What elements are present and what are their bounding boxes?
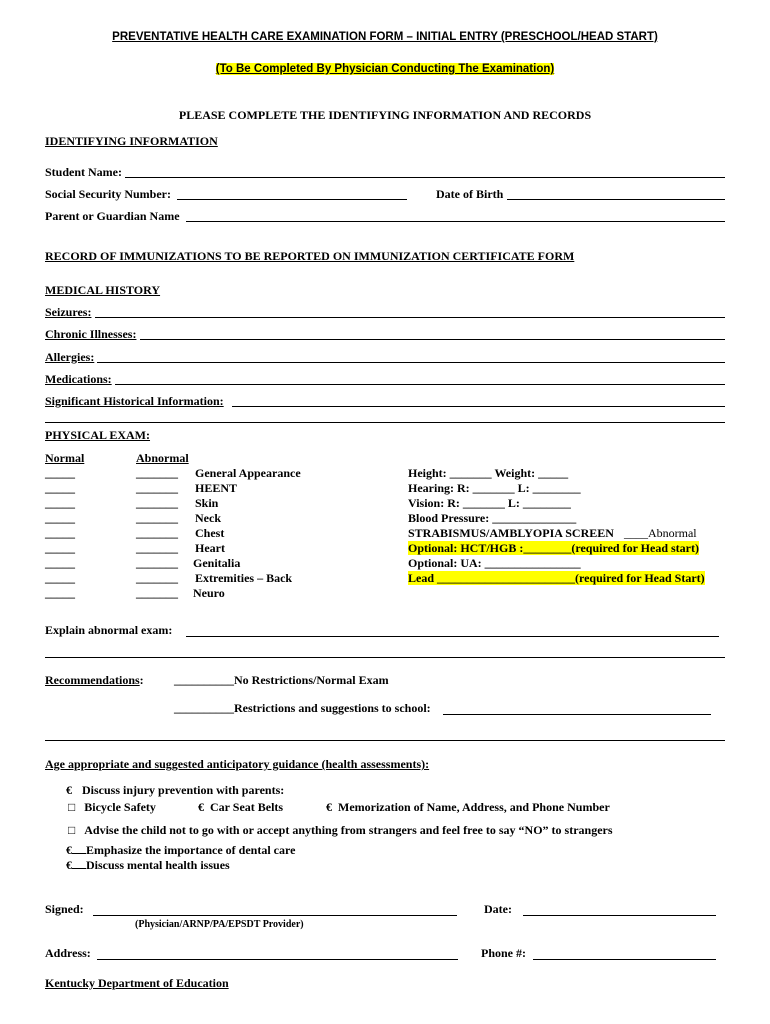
ssn-label: Social Security Number:	[45, 187, 171, 201]
car-seat-item[interactable]	[198, 800, 283, 815]
significant-history-field-2[interactable]	[45, 422, 725, 423]
abnormal-blank-heent[interactable]: _______	[136, 481, 178, 495]
phone-field[interactable]	[533, 959, 716, 960]
height-weight-field[interactable]: Height: _______ Weight: _____	[408, 466, 569, 480]
address-field[interactable]	[97, 959, 458, 960]
immunization-heading: RECORD OF IMMUNIZATIONS TO BE REPORTED ON IMMUNIZATION CERTIFICATE FORM	[45, 249, 575, 263]
explain-abnormal-field-2[interactable]	[45, 657, 725, 658]
normal-blank-skin[interactable]: _____	[45, 496, 75, 510]
strabismus-row	[408, 526, 705, 541]
strabismus-label: STRABISMUS/AMBLYOPIA SCREEN	[408, 526, 614, 540]
bicycle-checkbox[interactable]: □	[68, 800, 76, 814]
dob-field[interactable]	[507, 199, 725, 200]
memorization-euro: €	[326, 800, 332, 814]
ssn-field[interactable]	[177, 199, 407, 200]
abnormal-blank-general[interactable]: _______	[136, 466, 178, 480]
seizures-label: Seizures:	[45, 305, 92, 319]
dental-blank[interactable]	[72, 842, 86, 854]
physical-exam-heading: PHYSICAL EXAM:	[45, 428, 151, 442]
normal-blank-neck[interactable]: _____	[45, 511, 75, 525]
subtitle-highlight: (To Be Completed By Physician Conducting The Examination)	[215, 63, 555, 75]
exam-item-general-appearance: General Appearance	[195, 466, 301, 480]
abnormal-blank-neck[interactable]: _______	[136, 511, 178, 525]
form-title: PREVENTATIVE HEALTH CARE EXAMINATION FORM – INITIAL ENTRY (PRESCHOOL/HEAD START)	[112, 31, 658, 43]
exam-item-chest: Chest	[195, 526, 225, 540]
vitals-column	[408, 466, 705, 586]
injury-prevention-item	[66, 783, 284, 798]
footer-agency: Kentucky Department of Education	[45, 976, 229, 990]
mental-text: Discuss mental health issues	[86, 858, 230, 872]
exam-item-neck: Neck	[195, 511, 221, 525]
hct-hgb-field[interactable]	[408, 541, 705, 556]
exam-item-extremities: Extremities – Back	[195, 571, 293, 585]
medications-label: Medications:	[45, 372, 112, 386]
mental-euro-bullet: €	[66, 858, 72, 872]
form-subtitle	[0, 63, 770, 75]
provider-caption: (Physician/ARNP/PA/EPSDT Provider)	[135, 919, 304, 930]
restrictions-field[interactable]	[443, 714, 711, 715]
normal-blank-chest[interactable]: _____	[45, 526, 75, 540]
hct-hgb-highlight: Optional: HCT/HGB :________(required for Head start)	[408, 541, 699, 555]
explain-abnormal-field[interactable]	[186, 636, 719, 637]
chronic-illnesses-label: Chronic Illnesses:	[45, 327, 137, 341]
blood-pressure-field[interactable]: Blood Pressure: ______________	[408, 511, 577, 525]
normal-checkbox-column	[45, 466, 75, 601]
medications-field[interactable]	[115, 384, 725, 385]
recommendations-text: Recommendations	[45, 673, 140, 687]
memorization-text: Memorization of Name, Address, and Phone Number	[338, 800, 610, 814]
normal-column-label: Normal	[45, 451, 85, 465]
exam-item-heent: HEENT	[195, 481, 238, 495]
significant-history-label: Significant Historical Information:	[45, 394, 224, 408]
mental-health-item	[66, 857, 230, 873]
date-field[interactable]	[523, 915, 716, 916]
vision-field[interactable]: Vision: R: _______ L: ________	[408, 496, 571, 510]
dental-euro-bullet: €	[66, 843, 72, 857]
injury-text: Discuss injury prevention with parents:	[82, 783, 285, 797]
significant-history-field[interactable]	[232, 406, 725, 407]
abnormal-blank-genitalia[interactable]: _______	[136, 556, 178, 570]
dental-care-item	[66, 842, 295, 858]
abnormal-blank-neuro[interactable]: _______	[136, 586, 178, 600]
date-label: Date:	[484, 902, 512, 916]
address-label: Address:	[45, 946, 91, 960]
abnormal-blank-extremities[interactable]: _______	[136, 571, 178, 585]
restrictions-option[interactable]: __________Restrictions and suggestions to school:	[174, 701, 431, 715]
ua-field[interactable]: Optional: UA: ________________	[408, 556, 581, 570]
medical-history-heading: MEDICAL HISTORY	[45, 283, 161, 297]
allergies-label: Allergies:	[45, 350, 95, 364]
student-name-label: Student Name:	[45, 165, 122, 179]
strangers-checkbox[interactable]: □	[68, 823, 76, 837]
normal-blank-genitalia[interactable]: _____	[45, 556, 75, 570]
lead-field[interactable]	[408, 571, 705, 586]
exam-items-column	[195, 466, 301, 601]
bicycle-safety-item[interactable]	[68, 800, 156, 815]
normal-blank-extremities[interactable]: _____	[45, 571, 75, 585]
phone-label: Phone #:	[481, 946, 526, 960]
dob-label: Date of Birth	[436, 187, 504, 201]
strangers-item[interactable]	[68, 823, 613, 838]
recommendations-colon: :	[139, 673, 144, 687]
normal-blank-general[interactable]: _____	[45, 466, 75, 480]
signature-field[interactable]	[93, 915, 457, 916]
abnormal-blank-skin[interactable]: _______	[136, 496, 178, 510]
exam-item-heart: Heart	[195, 541, 225, 555]
injury-euro-bullet: €	[66, 783, 72, 797]
lead-highlight: Lead _______________________(required for Head Start)	[408, 571, 705, 585]
abnormal-blank-heart[interactable]: _______	[136, 541, 178, 555]
parent-label: Parent or Guardian Name	[45, 209, 180, 223]
chronic-illnesses-field[interactable]	[140, 339, 725, 340]
exam-item-neuro: Neuro	[193, 586, 225, 600]
normal-blank-neuro[interactable]: _____	[45, 586, 75, 600]
restrictions-field-2[interactable]	[45, 740, 725, 741]
student-name-field[interactable]	[125, 177, 725, 178]
parent-field[interactable]	[186, 221, 725, 222]
exam-item-skin: Skin	[195, 496, 219, 510]
car-seat-text: Car Seat Belts	[210, 800, 284, 814]
exam-item-genitalia: Genitalia	[193, 556, 241, 570]
recommendations-label	[45, 673, 144, 688]
bicycle-text: Bicycle Safety	[84, 800, 156, 814]
no-restrictions-option[interactable]: __________No Restrictions/Normal Exam	[174, 673, 389, 687]
explain-abnormal-label: Explain abnormal exam:	[45, 623, 173, 637]
signed-label: Signed:	[45, 902, 84, 916]
dental-text: Emphasize the importance of dental care	[86, 843, 296, 857]
guidance-heading: Age appropriate and suggested anticipatory guidance (health assessments):	[45, 757, 430, 771]
memorization-item[interactable]	[326, 800, 610, 815]
normal-blank-heent[interactable]: _____	[45, 481, 75, 495]
abnormal-blank-chest[interactable]: _______	[136, 526, 178, 540]
identifying-heading: IDENTIFYING INFORMATION	[45, 134, 218, 148]
normal-blank-heart[interactable]: _____	[45, 541, 75, 555]
abnormal-checkbox-column	[136, 466, 178, 601]
strabismus-abnormal-field[interactable]: ____Abnormal	[623, 526, 697, 540]
car-seat-euro: €	[198, 800, 204, 814]
abnormal-column-label: Abnormal	[136, 451, 189, 465]
hearing-field[interactable]: Hearing: R: _______ L: ________	[408, 481, 581, 495]
seizures-field[interactable]	[95, 317, 725, 318]
mental-blank[interactable]	[72, 857, 86, 869]
strangers-text: Advise the child not to go with or accept anything from strangers and feel free to say “NO” to strangers	[84, 823, 613, 837]
allergies-field[interactable]	[97, 362, 725, 363]
instruction-text: PLEASE COMPLETE THE IDENTIFYING INFORMATION AND RECORDS	[178, 108, 592, 122]
